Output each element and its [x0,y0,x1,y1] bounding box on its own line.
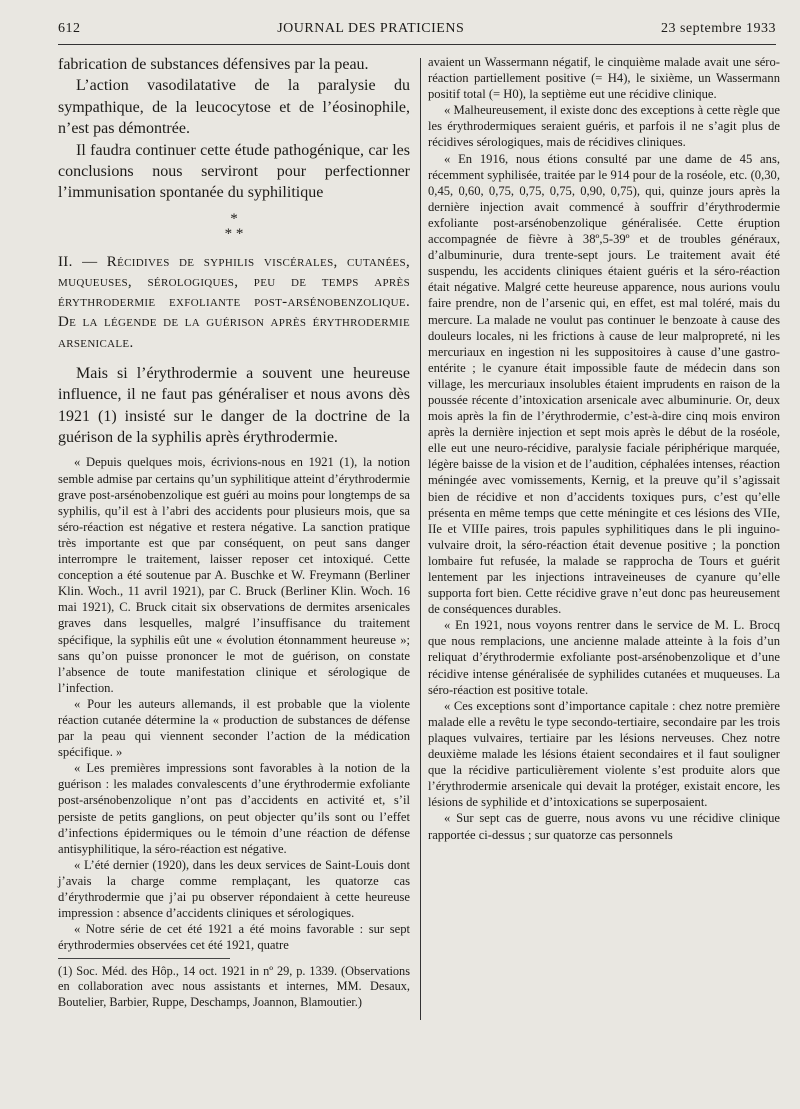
page-number: 612 [58,21,81,36]
page-header [58,18,776,40]
quoted-paragraph: « Les premières impressions sont favorables à la notion de la guérison : les malades convalescents d’une érythrodermie exfoliante post-arsénobenzolique n’ont pas d’accidents en activité et, s’il persiste de petits ganglions, on peut objecter qu’ils sont ou l’effet d’infections épidermiques ou le témoin d’une réaction de défense antisyphilitique, la séro-réaction est négative. [58,761,410,856]
quoted-paragraph: « En 1916, nous étions consulté par une dame de 45 ans, récemment syphilisée, traitée par le 914 pour de la roséole, etc. (0,30, 0,45, 0,60, 0,75, 0,75, 0,75, 0,90, 0,75), qui, quinze jours après la dernière injection avait commencé à souffrir d’érythrodermie exfoliante post-arsénobenzolique généralisée. Cette éruption accompagnée de fièvre à 38º,5-39º et de troubles généraux, d’albuminurie, dura trente-sept jours. Le traitement avait été suspendu, les accidents cliniques étaient guéris et la séro-réaction était négative. Malgré cette heureuse apparence, nous aurions voulu faire prendre, non de l’arsenic qui, en effet, est mal toléré, mais du mercure. La malade ne voulut pas continuer le benzoate à cause des douleurs locales, ni les frictions à cause de leur malpropreté, ni les mercuriaux en ingestion ni les suppositoires à cause d’une gastro-entérite ; le cyanure était impossible faute de médecin dans son village, les mercuriaux insolubles étaient imprudents en raison de la poussée récente d’intoxication arsenicale avec albuminurie. Or, deux mois après la fin de l’érythrodermie, c’est-à-dire cinq mois environ après la dernière injection et sept mois après le début de la roséole, elle eut une neuro-récidive, paralysie faciale périphérique marquée, légère baisse de la vision et de l’audition, céphalées intenses, réaction méningée avec vomissements, Kernig, et la preuve qu’il s’agissait bien de récidive et non d’accidents toxiques purs, c’est qu’elle présenta en même temps que cette méningite et ces lésions des VIIe, IIe et VIIIe paires, trois papules syphilitiques dans le pli inguino-vulvaire droit, la séro-réaction était devenue positive ; la ponction lombaire fut refusée, la malade se rapprocha de Tours et guérit lentement par les injections intraveineuses de cyanure qu’elle supporta fort bien. Cette récidive grave n’eut donc pas heureusement de conséquences durables. [428,151,780,617]
right-column [428,54,780,843]
quoted-paragraph: « Notre série de cet été 1921 a été moins favorable : sur sept érythrodermies observées cet été 1921, quatre [58,922,410,953]
quoted-paragraph: « Sur sept cas de guerre, nous avons vu une récidive clinique rapportée ci-dessus ; sur quatorze cas personnels [428,811,780,842]
column-divider [420,58,421,1020]
quoted-paragraph: « Malheureusement, il existe donc des exceptions à cette règle que les érythrodermiques seraient guéris, et parfois il ne s’agit plus de récidives sérologiques, mais de récidives cliniques. [428,103,780,150]
quoted-paragraph: « L’été dernier (1920), dans les deux services de Saint-Louis dont j’avais la charge comme remplaçant, les quatorze cas d’érythrodermie que j’ai pu observer répondaient à cette heureuse impression : absence d’accidents cliniques et sérologiques. [58,857,410,921]
quoted-paragraph: « En 1921, nous voyons rentrer dans le service de M. L. Brocq que nous remplacions, une ancienne malade atteinte à la fois d’un reliquat d’érythrodermie exfoliante post-arsénobenzolique et d’une récidive intense généralisée de syphilides cutanées et muqueuses. La séro-réaction est positive totale. [428,618,780,697]
section-title: II. — Récidives de syphilis viscérales, cutanées, muqueuses, sérologiques, peu de temps après érythrodermie exfoliante post-arsénobenzolique. De la légende de la guérison après érythrodermie arsenicale. [58,253,410,351]
paragraph: fabrication de substances défensives par la peau. [58,56,369,73]
quoted-paragraph: « Pour les auteurs allemands, il est probable que la violente réaction cutanée détermine la « production de substances de défense par la peau qui viennent seconder l’action de la médication spécifique. » [58,696,410,760]
quoted-paragraph: « Depuis quelques mois, écrivions-nous en 1921 (1), la notion semble admise par certains qu’un syphilitique atteint d’érythrodermie grave post-arsénobenzolique est guéri au moins pour longtemps de sa syphilis, qu’il est à l’abri des accidents pour plusieurs mois, que sa séro-réaction est négative et restera négative. La sanction pratique très importante est que par conséquent, on peut sans danger interrompre le traitement, laisser reposer cet intoxiqué. Cette conception a été soutenue par A. Buschke et W. Freymann (Berliner Klin. Woch., 11 avril 1921), par C. Bruck (Berliner Klin. Woch. 16 mai 1921), C. Bruck citait six observations de dermites arsenicales graves dans lesquelles, malgré l’insuffisance du traitement spécifique, la syphilis eût une « évolution étonnamment heureuse »; sans qu’on puisse prononcer le mot de guérison, on constate l’absence de toute manifestation clinique et sérologique de l’infection. [58,455,410,695]
header-rule [58,44,776,45]
paragraph: Il faudra continuer cette étude pathogénique, car les conclusions nous serviront pour perfectionner l’immunisation spontanée du syphilitique [58,141,410,202]
paragraph: L’action vasodilatative de la paralysie du sympathique, de la leucocytose et de l’éosinophile, n’est pas démontrée. [58,77,410,138]
journal-title: JOURNAL DES PRATICIENS [277,21,465,36]
quoted-paragraph: « Ces exceptions sont d’importance capitale : chez notre première malade elle a revêtu le type secondo-tertiaire, secondaire par les trois plaques vulvaires, tertiaire par les lésions nerveuses. Chez notre deuxième malade les lésions étaient secondaires et il faut souligner que la récidive particulièrement violente s’est produite alors que l’érythrodermie arsenicale qui devait la protéger, existait encore, les lésions de syphilide et d’intoxications se superposaient. [428,698,780,810]
left-column [58,54,410,953]
paragraph: Mais si l’érythrodermie a souvent une heureuse influence, il ne faut pas généraliser et nous avons dès 1921 (1) insisté sur le danger de la doctrine de la guérison de la syphilis après érythrodermie. [58,364,410,447]
section-separator-stars: * * * [224,210,244,242]
footnote-rule [58,958,230,959]
issue-date: 23 septembre 1933 [660,21,776,36]
footnote: (1) Soc. Méd. des Hôp., 14 oct. 1921 in nº 29, p. 1339. (Observations en collaboration avec nous assistants et internes, MM. Desaux, Boutelier, Barbier, Ruppe, Deschamps, Joannon, Blamoutier.) [58,964,410,1009]
paragraph: avaient un Wassermann négatif, le cinquième malade avait une séro-réaction partiellement positive (= H4), le sixième, un Wassermann positif total (= H0), la septième eut une récidive clinique. [428,55,780,102]
